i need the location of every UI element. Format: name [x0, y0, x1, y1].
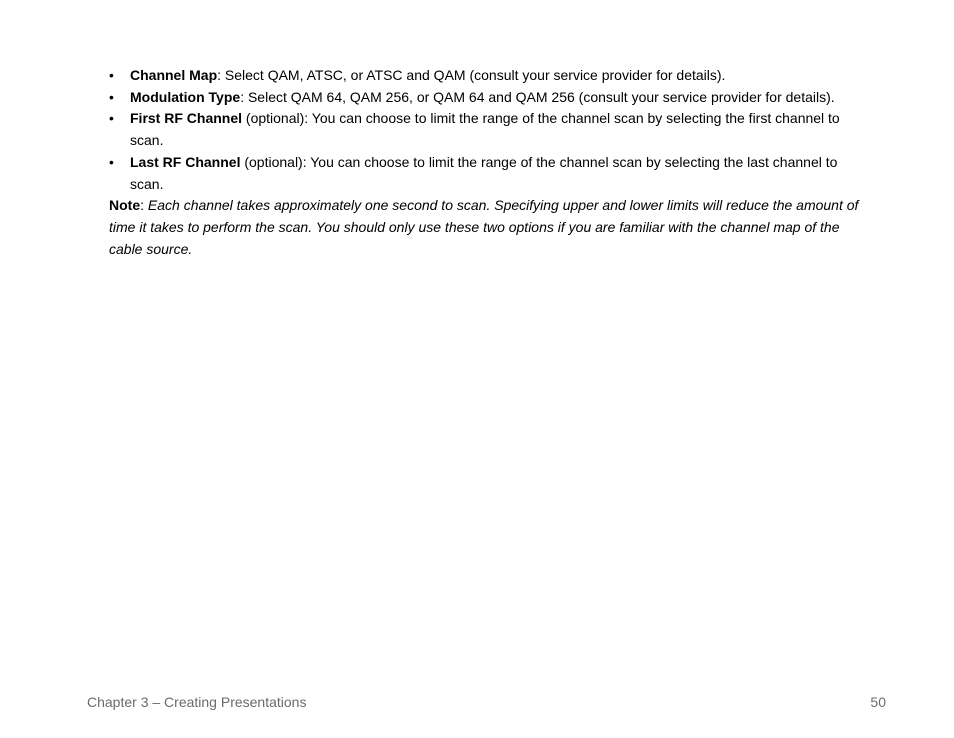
list-item	[109, 108, 869, 151]
item-text: (optional): You can choose to limit the range of the channel scan by selecting the first channel to scan.	[130, 110, 840, 149]
note-body: Each channel takes approximately one second to scan. Specifying upper and lower limits will reduce the amount of time it takes to perform the scan. You should only use these two options if you are familiar with the channel map of the cable source.	[109, 197, 859, 257]
note-paragraph	[109, 195, 869, 260]
bullet-icon: •	[109, 153, 114, 170]
note-label: Note	[109, 197, 141, 214]
footer-chapter-title: Chapter 3 – Creating Presentations	[87, 694, 307, 710]
bullet-icon: •	[109, 88, 114, 105]
footer-page-number: 50	[870, 694, 886, 710]
page-footer	[87, 694, 886, 710]
item-text: : Select QAM, ATSC, or ATSC and QAM (consult your service provider for details).	[217, 67, 726, 83]
bullet-icon: •	[109, 67, 114, 83]
term-channel-map: Channel Map	[130, 67, 218, 83]
list-item	[109, 87, 869, 109]
note-separator: :	[140, 197, 148, 214]
bullet-icon: •	[109, 110, 114, 127]
term-last-rf-channel: Last RF Channel	[130, 153, 241, 170]
item-text: : Select QAM 64, QAM 256, or QAM 64 and QAM 256 (consult your service provider for details).	[240, 88, 835, 105]
page-content	[109, 65, 869, 260]
item-text: (optional): You can choose to limit the range of the channel scan by selecting the last channel to scan.	[130, 153, 838, 192]
bullet-list	[109, 65, 869, 195]
term-first-rf-channel: First RF Channel	[130, 110, 243, 127]
list-item	[109, 152, 869, 195]
list-item	[109, 65, 869, 87]
term-modulation-type: Modulation Type	[130, 88, 241, 105]
